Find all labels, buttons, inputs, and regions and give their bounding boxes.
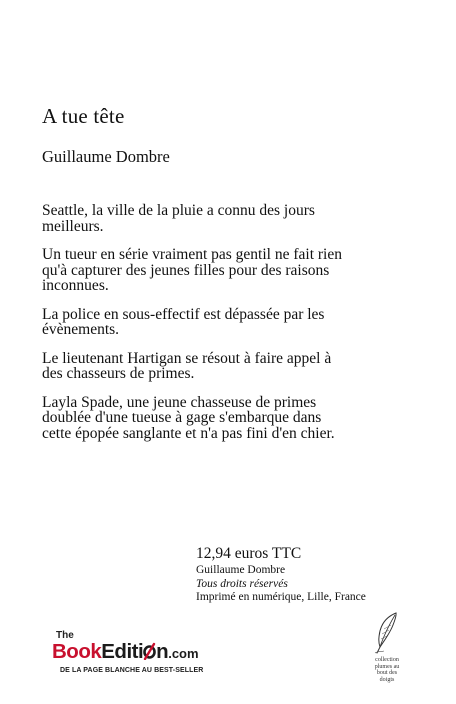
collection-label: collection plumes au bout des doigts — [374, 657, 400, 683]
synopsis-paragraph: Seattle, la ville de la pluie a connu des jours meilleurs. — [42, 202, 315, 235]
synopsis-paragraph: Layla Spade, une jeune chasseuse de primes doublée d'une tueuse à gage s'embarque dans cette épopée sanglante et n'a pas fini d'en chier. — [42, 393, 335, 442]
colophon — [196, 545, 366, 605]
synopsis — [42, 203, 352, 454]
synopsis-paragraph: La police en sous-effectif est dépassée par les évènements. — [42, 305, 325, 338]
quill-pen-icon — [143, 642, 156, 660]
book-title: A tue tête — [42, 104, 125, 128]
publisher-logo — [52, 630, 242, 683]
synopsis-paragraph: Le lieutenant Hartigan se résout à faire appel à des chasseurs de primes. — [42, 349, 332, 382]
colophon-printing: Imprimé en numérique, Lille, France — [196, 591, 366, 603]
logo-edition: Editi n — [101, 640, 169, 663]
logo-tagline: DE LA PAGE BLANCHE AU BEST-SELLER — [60, 667, 204, 674]
collection-mark — [364, 611, 410, 683]
logo-wordmark — [52, 641, 199, 665]
price: 12,94 euros TTC — [196, 545, 302, 562]
synopsis-paragraph: Un tueur en série vraiment pas gentil ne fait rien qu'à capturer des jeunes filles pour des raisons inconnues. — [42, 246, 342, 294]
logo-book: Book — [52, 640, 102, 663]
logo-com: .com — [168, 646, 199, 661]
book-author: Guillaume Dombre — [42, 147, 170, 166]
colophon-rights: Tous droits réservés — [196, 577, 288, 590]
colophon-author: Guillaume Dombre — [196, 564, 286, 576]
feather-quill-icon — [372, 611, 402, 655]
logo-the: The — [56, 630, 74, 641]
